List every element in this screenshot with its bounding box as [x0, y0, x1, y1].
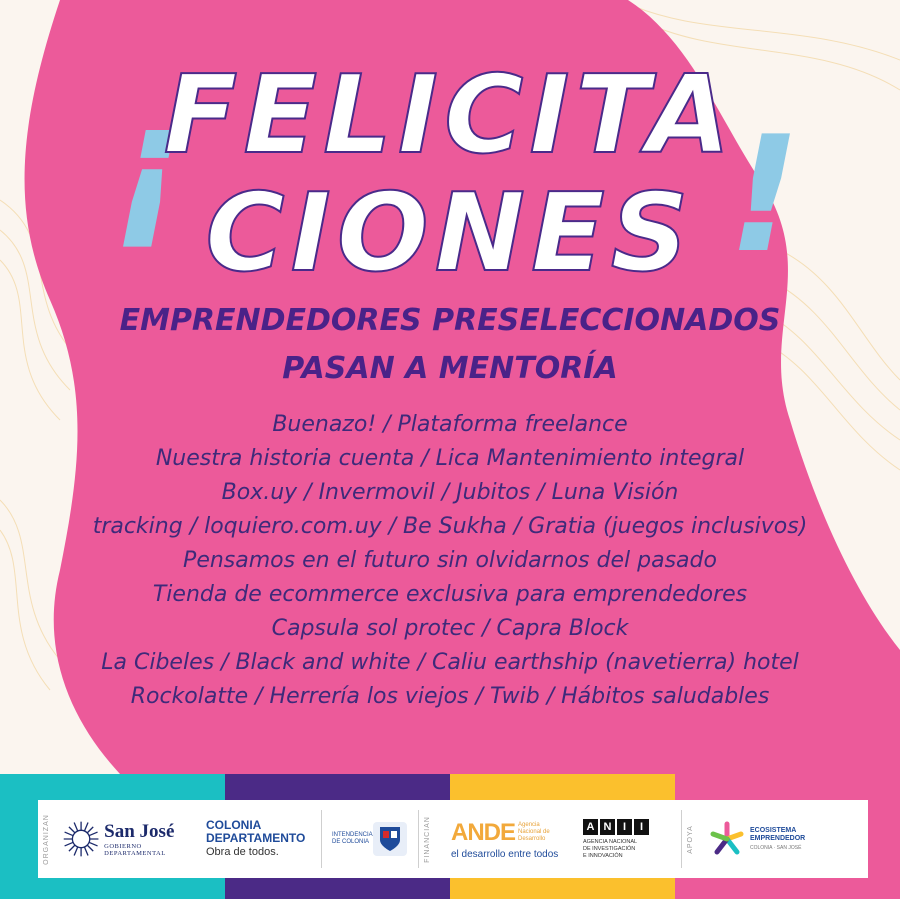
label-apoya: APOYA	[686, 824, 694, 854]
heading-line-1: FELICITA	[163, 53, 737, 178]
exclamation-close: !	[728, 101, 801, 288]
list-item: Nuestra historia cuenta / Lica Mantenimiento integral	[155, 446, 745, 471]
list-item: Capsula sol protec / Capra Block	[271, 616, 629, 641]
list-item: Pensamos en el futuro sin olvidarnos del pasado	[183, 548, 717, 573]
list-item: Box.uy / Invermovil / Jubitos / Luna Visión	[221, 480, 679, 505]
ande-logo	[451, 819, 571, 860]
colonia-logo	[206, 819, 321, 859]
label-organizan: ORGANIZAN	[42, 813, 50, 865]
heading-line-2: CIONES	[205, 171, 695, 296]
intendencia-logo	[328, 822, 418, 856]
anii-logo: A N I I AGENCIA NACIONAL DE INVESTIGACIÓN E INNOVACIÓN	[583, 819, 681, 860]
list-item: tracking / loquiero.com.uy / Be Sukha / Gratia (juegos inclusivos)	[92, 514, 808, 539]
san-jose-sub: GOBIERNO DEPARTAMENTAL	[104, 843, 166, 857]
colonia-line-1: COLONIA	[206, 818, 262, 832]
crest-icon	[373, 822, 407, 856]
project-list	[30, 408, 870, 714]
list-item: Buenazo! / Plataforma freelance	[272, 412, 628, 437]
intendencia-line-2: DE COLONIA	[332, 839, 370, 845]
sponsor-logo-strip	[38, 800, 868, 878]
sun-emblem-icon	[62, 817, 100, 861]
subtitle-line-1: EMPRENDEDORES PRESELECCIONADOS	[119, 303, 781, 338]
subtitle-line-2: PASAN A MENTORÍA	[282, 351, 618, 386]
list-item: Tienda de ecommerce exclusiva para emprendedores	[152, 582, 748, 607]
eco-line-1: ECOSISTEMA	[750, 827, 797, 834]
list-item: La Cibeles / Black and white / Caliu earthship (navetierra) hotel	[101, 650, 799, 675]
ande-tagline: el desarrollo entre todos	[451, 848, 559, 860]
ecosistema-logo	[708, 820, 805, 858]
eco-line-3: COLONIA · SAN JOSÉ	[750, 845, 802, 851]
san-jose-name: San José	[104, 821, 175, 842]
colonia-line-3: Obra de todos.	[206, 846, 279, 858]
san-jose-logo	[62, 817, 192, 861]
ecosistema-icon	[708, 820, 746, 858]
intendencia-line-1: INTENDENCIA	[332, 832, 373, 838]
ande-word: ANDE	[451, 818, 516, 846]
label-financian: FINANCIAN	[423, 815, 431, 863]
ande-sub: Agencia Nacional de Desarrollo	[518, 822, 550, 842]
list-item: Rockolatte / Herrería los viejos / Twib / Hábitos saludables	[130, 684, 770, 709]
divider	[321, 810, 322, 868]
colonia-line-2: DEPARTAMENTO	[206, 831, 306, 845]
exclamation-open: !	[112, 92, 185, 279]
eco-line-2: EMPRENDEDOR	[750, 835, 806, 842]
